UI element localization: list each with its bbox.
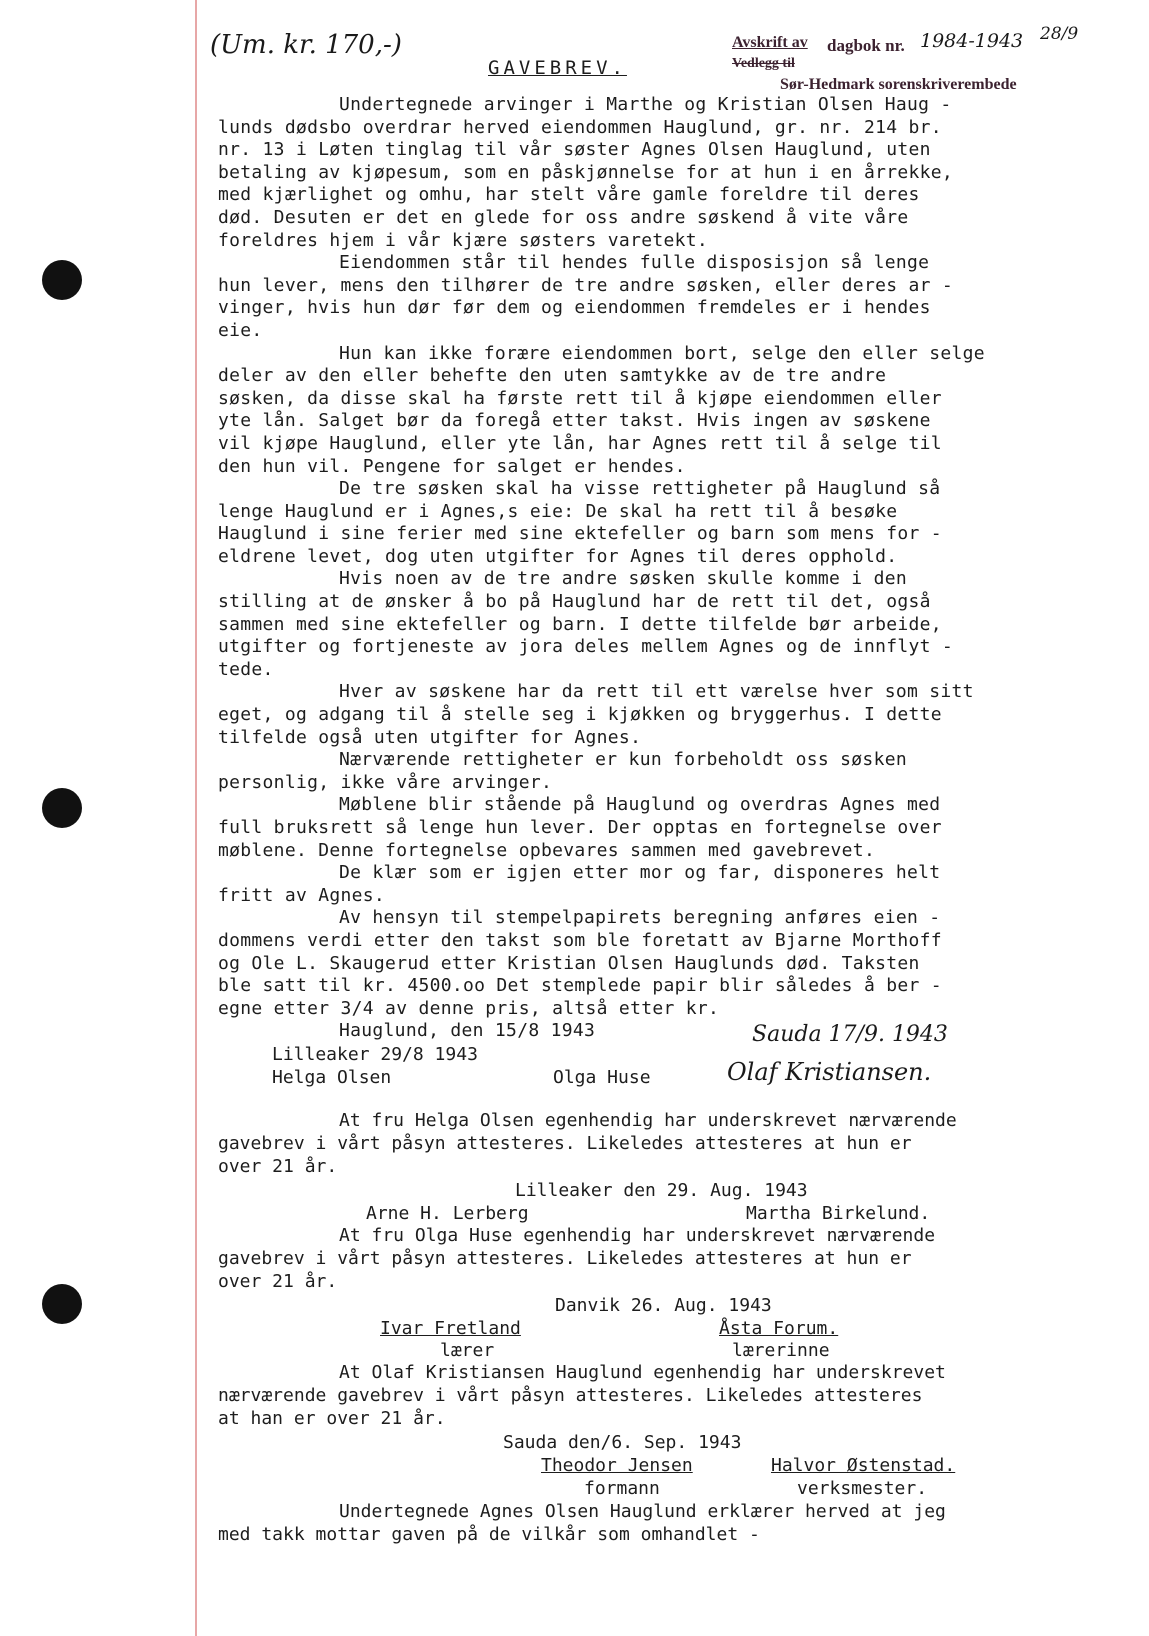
attest2-place-date: Danvik 26. Aug. 1943	[555, 1295, 772, 1316]
text-line: eget, og adgang til å stelle seg i kjøkken og bryggerhus. I dette	[218, 704, 942, 726]
text-line: Eiendommen står til hendes fulle disposisjon så lenge	[339, 252, 930, 274]
text-line: den hun vil. Pengene for salget er hendes.	[218, 455, 686, 477]
text-line: Nærværende rettigheter er kun forbeholdt oss søsken	[339, 749, 907, 771]
text-line: yte lån. Salget bør da foregå etter takst. Hvis ingen av søskene	[218, 410, 931, 432]
text-line: Hauglund, den 15/8 1943	[339, 1020, 596, 1042]
dagbok-date: 28/9	[1040, 24, 1079, 44]
text-line: Hun kan ikke forære eiendommen bort, selge den eller selge	[339, 342, 985, 364]
stamp-court: Sør-Hedmark sorenskriverembede	[780, 76, 1017, 93]
attest2-line: over 21 år.	[218, 1271, 338, 1292]
text-line: eie.	[218, 319, 263, 341]
attest3-witness-title: formann	[584, 1478, 660, 1499]
text-line: De tre søsken skal ha visse rettigheter på Hauglund så	[339, 478, 941, 500]
dagbok-number: 1984-1943	[920, 30, 1024, 52]
text-line: betaling av kjøpesum, som en påskjønnelse for at hun i en årrekke,	[218, 161, 954, 183]
text-line: stilling at de ønsker å bo på Hauglund har de rett til det, også	[218, 591, 931, 613]
document-title: GAVEBREV.	[488, 57, 627, 79]
text-line: nr. 13 i Løten tinglag til vår søster Agnes Olsen Hauglund, uten	[218, 139, 931, 161]
text-line: Hvis noen av de tre andre søsken skulle komme i den	[339, 568, 907, 590]
attest2-witness: Åsta Forum.	[719, 1318, 839, 1339]
document-body	[218, 94, 1128, 1043]
attest1-line: At fru Helga Olsen egenhendig har underskrevet nærværende	[339, 1110, 957, 1131]
text-line: lunds dødsbo overdrar herved eiendommen Hauglund, gr. nr. 214 br.	[218, 116, 942, 138]
handwritten-date: Sauda 17/9. 1943	[752, 1022, 948, 1047]
attest1-line: gavebrev i vårt påsyn attesteres. Likeledes attesteres at hun er	[218, 1133, 912, 1154]
attest2-witness-title: lærerinne	[732, 1340, 830, 1361]
margin-rule	[195, 0, 197, 1636]
punch-hole	[42, 788, 82, 828]
text-line: hun lever, mens den tilhører de tre andre søsken, eller deres ar -	[218, 274, 954, 296]
text-line: dommens verdi etter den takst som ble foretatt av Bjarne Morthoff	[218, 929, 942, 951]
stamp-vedlegg: Vedlegg til	[732, 56, 795, 71]
attest2-line: gavebrev i vårt påsyn attesteres. Likeledes attesteres at hun er	[218, 1248, 912, 1269]
attest3-witness: Halvor Østenstad.	[771, 1455, 956, 1476]
text-line: lenge Hauglund er i Agnes,s eie: De skal ha rett til å besøke	[218, 500, 898, 522]
attest3-witness: Theodor Jensen	[541, 1455, 693, 1476]
text-line: foreldres hjem i vår kjære søsters varetekt.	[218, 229, 709, 251]
text-line: fritt av Agnes.	[218, 884, 386, 906]
text-line: sammen med sine ektefeller og barn. I dette tilfelde bør arbeide,	[218, 613, 942, 635]
attest3-witness-title: verksmester.	[797, 1478, 928, 1499]
punch-hole	[42, 1284, 82, 1324]
text-line: vinger, hvis hun dør før dem og eiendommen fremdeles er i hendes	[218, 297, 931, 319]
text-line: Hauglund i sine ferier med sine ektefeller og barn som mens for -	[218, 523, 942, 545]
sign-place-date: Lilleaker 29/8 1943	[272, 1044, 478, 1065]
attest3-line: nærværende gavebrev i vårt påsyn attesteres. Likeledes attesteres	[218, 1385, 923, 1406]
attest2-witness: Ivar Fretland	[380, 1318, 521, 1339]
attest1-place-date: Lilleaker den 29. Aug. 1943	[515, 1180, 808, 1201]
attest1-line: over 21 år.	[218, 1156, 338, 1177]
text-line: med kjærlighet og omhu, har stelt våre gamle foreldre til deres	[218, 184, 920, 206]
attest3-line: At Olaf Kristiansen Hauglund egenhendig har underskrevet	[339, 1362, 946, 1383]
attest3-place-date: Sauda den/6. Sep. 1943	[503, 1432, 742, 1453]
text-line: personlig, ikke våre arvinger.	[218, 771, 553, 793]
text-line: egne etter 3/4 av denne pris, altså etter kr.	[218, 997, 720, 1019]
attest1-witness: Martha Birkelund.	[746, 1203, 931, 1224]
text-line: søsken, da disse skal ha første rett til å kjøpe eiendommen eller	[218, 387, 942, 409]
stamp-dagbok: dagbok nr.	[827, 36, 905, 55]
text-line: eldrene levet, dog uten utgifter for Agnes til deres opphold.	[218, 545, 898, 567]
closing-line: Undertegnede Agnes Olsen Hauglund erklærer herved at jeg	[339, 1501, 946, 1522]
attest2-line: At fru Olga Huse egenhendig har underskrevet nærværende	[339, 1225, 936, 1246]
handwritten-signature: Olaf Kristiansen.	[727, 1058, 932, 1086]
text-line: Av hensyn til stempelpapirets beregning anføres eien -	[339, 907, 941, 929]
text-line: De klær som er igjen etter mor og far, disponeres helt	[339, 862, 941, 884]
text-line: død. Desuten er det en glede for oss andre søskend å vite våre	[218, 206, 909, 228]
attest3-line: at han er over 21 år.	[218, 1408, 446, 1429]
text-line: Hver av søskene har da rett til ett værelse hver som sitt	[339, 681, 974, 703]
text-line: møblene. Denne fortegnelse opbevares sammen med gavebrevet.	[218, 839, 876, 861]
stamp-avskrift: Avskrift av	[732, 34, 808, 51]
text-line: deler av den eller behefte den uten samtykke av de tre andre	[218, 365, 887, 387]
attest2-witness-title: lærer	[440, 1340, 495, 1361]
text-line: utgifter og fortjeneste av jora deles mellem Agnes og de innflyt -	[218, 636, 954, 658]
sign-name-helga: Helga Olsen	[272, 1067, 392, 1088]
attest1-witness: Arne H. Lerberg	[366, 1203, 529, 1224]
text-line: full bruksrett så lenge hun lever. Der opptas en fortegnelse over	[218, 817, 942, 838]
closing-line: med takk mottar gaven på de vilkår som omhandlet -	[218, 1524, 760, 1545]
text-line: ble satt til kr. 4500.oo Det stemplede papir blir således å ber -	[218, 975, 942, 997]
text-line: vil kjøpe Hauglund, eller yte lån, har Agnes rett til å selge til	[218, 432, 942, 454]
text-line: tede.	[218, 658, 274, 680]
text-line: Undertegnede arvinger i Marthe og Kristian Olsen Haug -	[339, 94, 952, 115]
sign-name-olga: Olga Huse	[553, 1067, 651, 1088]
text-line: Møblene blir stående på Hauglund og overdras Agnes med	[339, 794, 941, 816]
text-line: og Ole L. Skaugerud etter Kristian Olsen Hauglunds død. Taksten	[218, 952, 920, 974]
text-line: tilfelde også uten utgifter for Agnes.	[218, 726, 642, 748]
margin-note: (Um. kr. 170,-)	[210, 30, 402, 60]
punch-hole	[42, 260, 82, 300]
